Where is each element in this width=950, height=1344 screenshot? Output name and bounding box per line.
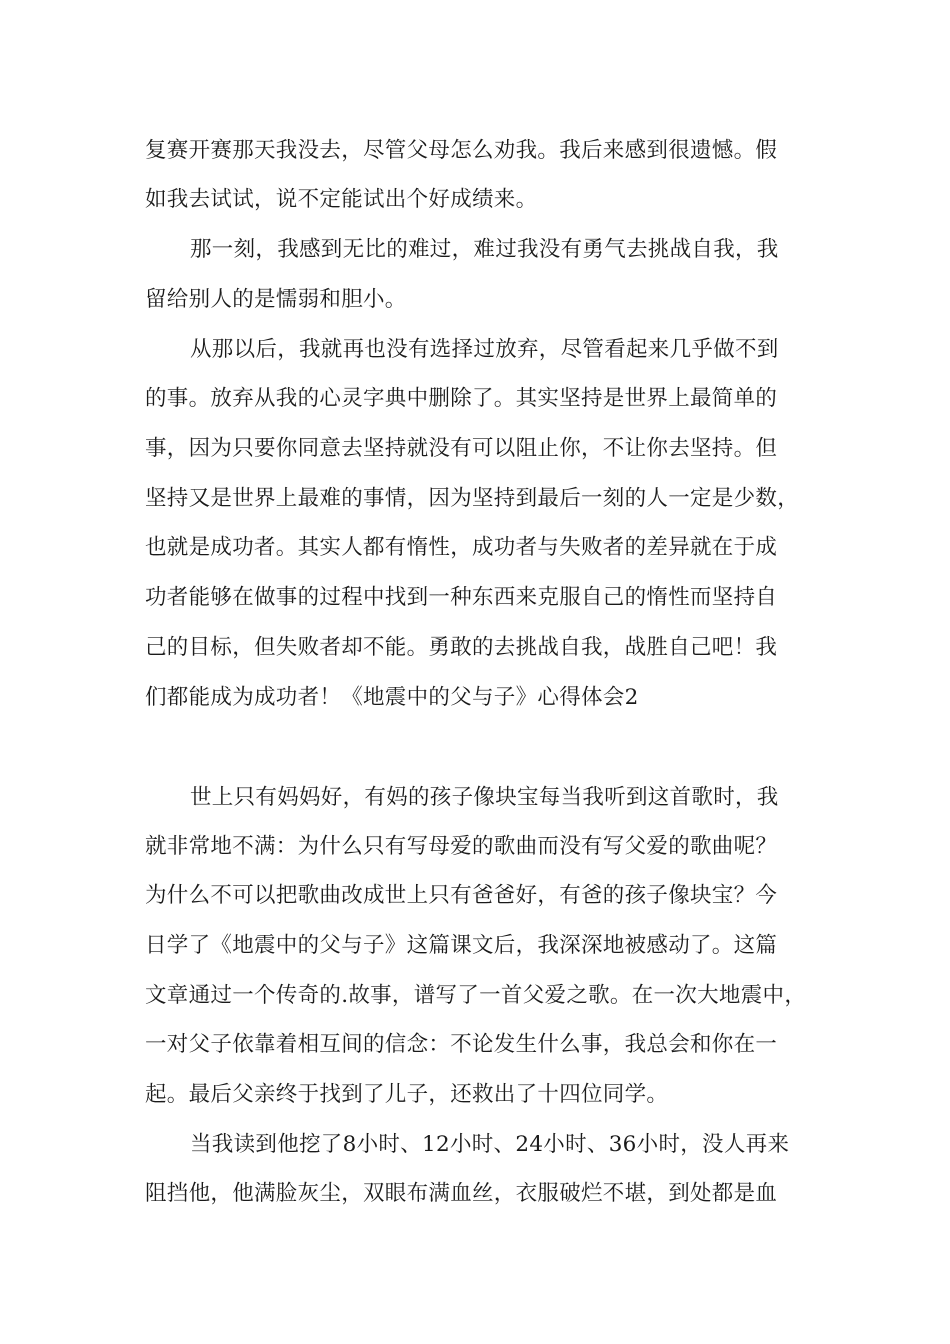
text-line: 复赛开赛那天我没去，尽管父母怎么劝我。我后来感到很遗憾。假 (145, 138, 778, 163)
paragraph-start-line: 从那以后，我就再也没有选择过放弃，尽管看起来几乎做不到 (190, 337, 779, 362)
text-line: 己的目标，但失败者却不能。勇敢的去挑战自我，战胜自己吧！我 (145, 635, 778, 660)
text-line: 也就是成功者。其实人都有惰性，成功者与失败者的差异就在于成 (145, 535, 778, 560)
text-line: 功者能够在做事的过程中找到一种东西来克服自己的惰性而坚持自 (145, 585, 778, 610)
text-line: 就非常地不满：为什么只有写母爱的歌曲而没有写父爱的歌曲呢？ (145, 834, 778, 859)
text-line: 阻挡他，他满脸灰尘，双眼布满血丝，衣服破烂不堪，到处都是血 (145, 1181, 778, 1206)
text-line: 如我去试试，说不定能试出个好成绩来。 (145, 187, 538, 212)
text-line: 文章通过一个传奇的.故事，谱写了一首父爱之歌。在一次大地震中， (145, 983, 807, 1008)
text-line: 为什么不可以把歌曲改成世上只有爸爸好，有爸的孩子像块宝？今 (145, 883, 778, 908)
text-line: 起。最后父亲终于找到了儿子，还救出了十四位同学。 (145, 1082, 669, 1107)
paragraph-start-line: 那一刻，我感到无比的难过，难过我没有勇气去挑战自我，我 (190, 237, 779, 262)
text-line: 们都能成为成功者！《地震中的父与子》心得体会2 (145, 685, 639, 710)
text-line: 坚持又是世界上最难的事情，因为坚持到最后一刻的人一定是少数， (145, 486, 800, 511)
text-line: 一对父子依靠着相互间的信念：不论发生什么事，我总会和你在一 (145, 1032, 778, 1057)
text-line: 的事。放弃从我的心灵字典中删除了。其实坚持是世界上最简单的 (145, 386, 778, 411)
text-line: 事，因为只要你同意去坚持就没有可以阻止你，不让你去坚持。但 (145, 436, 778, 461)
paragraph-start-line: 当我读到他挖了8小时、12小时、24小时、36小时，没人再来 (190, 1132, 790, 1157)
paragraph-start-line: 世上只有妈妈好，有妈的孩子像块宝每当我听到这首歌时，我 (190, 785, 779, 810)
text-line: 日学了《地震中的父与子》这篇课文后，我深深地被感动了。这篇 (145, 933, 778, 958)
text-line: 留给别人的是懦弱和胆小。 (145, 287, 407, 312)
